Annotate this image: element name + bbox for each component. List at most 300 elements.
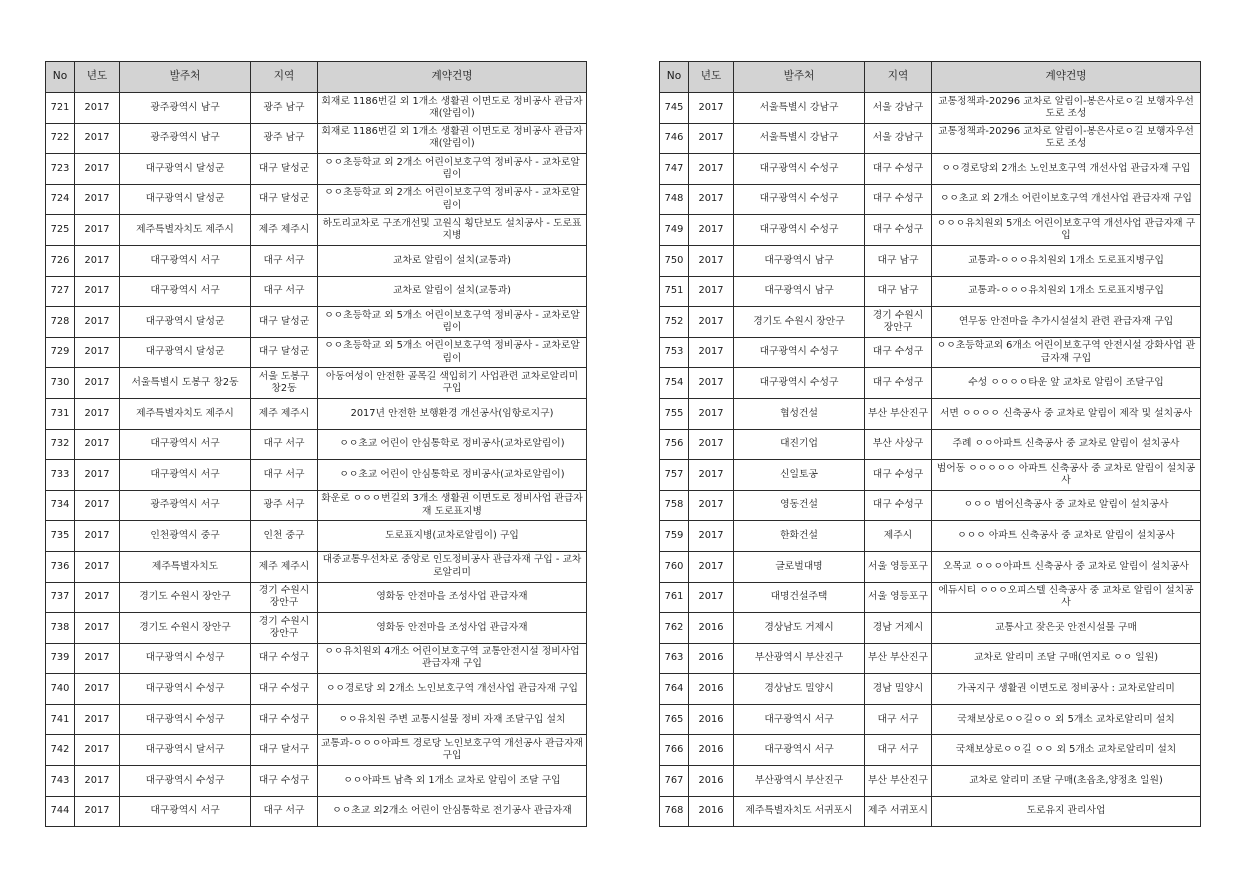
cell-region: 대구 수성구	[865, 184, 932, 215]
table-row	[660, 521, 1201, 552]
cell-contract-name: 서면 ㅇㅇㅇㅇ 신축공사 중 교차로 알림이 제작 및 설치공사	[932, 398, 1201, 429]
cell-no: 768	[660, 796, 689, 827]
cell-contract-name: 교통과-ㅇㅇㅇ유치원외 1개소 도로표지병구입	[932, 245, 1201, 276]
table-row	[46, 93, 587, 124]
cell-year: 2017	[75, 766, 120, 797]
table-row	[46, 582, 587, 613]
cell-region: 부산 부산진구	[865, 398, 932, 429]
cell-region: 대구 달성군	[251, 184, 318, 215]
cell-no: 721	[46, 93, 75, 124]
cell-client: 부산광역시 부산진구	[734, 643, 865, 674]
cell-region: 광주 남구	[251, 93, 318, 124]
cell-region: 대구 서구	[251, 460, 318, 491]
cell-contract-name: ㅇㅇㅇ 아파트 신축공사 중 교차로 알림이 설치공사	[932, 521, 1201, 552]
cell-no: 756	[660, 429, 689, 460]
cell-client: 대구광역시 달서구	[120, 735, 251, 766]
table-row	[660, 551, 1201, 582]
cell-client: 제주특별자치도 서귀포시	[734, 796, 865, 827]
cell-no: 761	[660, 582, 689, 613]
cell-contract-name: 주례 ㅇㅇ아파트 신축공사 중 교차로 알림이 설치공사	[932, 429, 1201, 460]
table-row	[46, 766, 587, 797]
cell-no: 745	[660, 93, 689, 124]
cell-no: 736	[46, 551, 75, 582]
cell-contract-name: 교차로 알리미 조달 구매(연지로 ㅇㅇ 일원)	[932, 643, 1201, 674]
cell-contract-name: 범어동 ㅇㅇㅇㅇㅇ 아파트 신축공사 중 교차로 알림이 설치공사	[932, 460, 1201, 491]
cell-no: 738	[46, 613, 75, 644]
cell-region: 경기 수원시 장안구	[865, 307, 932, 338]
cell-year: 2017	[689, 490, 734, 521]
cell-client: 신일토공	[734, 460, 865, 491]
cell-no: 750	[660, 245, 689, 276]
cell-year: 2017	[689, 429, 734, 460]
cell-no: 748	[660, 184, 689, 215]
cell-contract-name: ㅇㅇㅇ유치원외 5개소 어린이보호구역 개선사업 관급자재 구입	[932, 215, 1201, 246]
table-row	[46, 796, 587, 827]
cell-contract-name: ㅇㅇ초교 외2개소 어린이 안심통학로 전기공사 관급자재	[318, 796, 587, 827]
header-client: 발주처	[734, 62, 865, 93]
cell-year: 2017	[75, 796, 120, 827]
table-row	[660, 245, 1201, 276]
cell-year: 2017	[75, 674, 120, 705]
cell-no: 755	[660, 398, 689, 429]
cell-region: 부산 부산진구	[865, 643, 932, 674]
cell-no: 765	[660, 704, 689, 735]
cell-region: 광주 남구	[251, 123, 318, 154]
cell-year: 2017	[689, 184, 734, 215]
table-row	[660, 460, 1201, 491]
cell-region: 부산 사상구	[865, 429, 932, 460]
cell-region: 서울 강남구	[865, 93, 932, 124]
cell-no: 743	[46, 766, 75, 797]
cell-client: 대구광역시 달성군	[120, 184, 251, 215]
cell-year: 2017	[689, 93, 734, 124]
table-row	[46, 368, 587, 399]
cell-contract-name: 2017년 안전한 보행환경 개선공사(임항로지구)	[318, 398, 587, 429]
cell-client: 대명건설주택	[734, 582, 865, 613]
cell-contract-name: ㅇㅇ초등학교 외 5개소 어린이보호구역 정비공사 - 교차로알림이	[318, 337, 587, 368]
cell-year: 2017	[689, 521, 734, 552]
cell-contract-name: 교차로 알림이 설치(교통과)	[318, 245, 587, 276]
table-row	[660, 93, 1201, 124]
cell-year: 2017	[75, 521, 120, 552]
cell-no: 741	[46, 704, 75, 735]
cell-no: 753	[660, 337, 689, 368]
table-row	[660, 307, 1201, 338]
cell-contract-name: 아동여성이 안전한 골목길 색입히기 사업관련 교차로알리미 구입	[318, 368, 587, 399]
cell-contract-name: 도로표지병(교차로알림이) 구입	[318, 521, 587, 552]
cell-year: 2017	[75, 154, 120, 185]
table-row	[660, 704, 1201, 735]
cell-contract-name: 오목교 ㅇㅇㅇ아파트 신축공사 중 교차로 알림이 설치공사	[932, 551, 1201, 582]
cell-client: 대구광역시 서구	[120, 460, 251, 491]
cell-region: 제주 제주시	[251, 215, 318, 246]
cell-year: 2017	[75, 429, 120, 460]
cell-region: 대구 수성구	[251, 674, 318, 705]
cell-year: 2017	[75, 368, 120, 399]
cell-contract-name: 영화동 안전마을 조성사업 관급자재	[318, 613, 587, 644]
cell-contract-name: ㅇㅇ초등학교 외 2개소 어린이보호구역 정비공사 - 교차로알림이	[318, 184, 587, 215]
cell-year: 2017	[689, 582, 734, 613]
cell-contract-name: 교차로 알림이 설치(교통과)	[318, 276, 587, 307]
cell-client: 대구광역시 서구	[734, 735, 865, 766]
cell-no: 729	[46, 337, 75, 368]
cell-year: 2017	[689, 398, 734, 429]
cell-client: 대구광역시 서구	[734, 704, 865, 735]
cell-year: 2017	[75, 398, 120, 429]
header-contract-name: 계약건명	[318, 62, 587, 93]
table-row	[46, 184, 587, 215]
cell-no: 760	[660, 551, 689, 582]
table-row	[660, 735, 1201, 766]
table-row	[46, 704, 587, 735]
cell-region: 대구 수성구	[865, 460, 932, 491]
cell-client: 광주광역시 남구	[120, 123, 251, 154]
contract-table-right	[659, 61, 1201, 827]
table-header-row	[46, 62, 587, 93]
cell-contract-name: ㅇㅇㅇ 범어신축공사 중 교차로 알림이 설치공사	[932, 490, 1201, 521]
cell-contract-name: 대중교통우선차로 중앙로 인도정비공사 관급자재 구입 - 교차로알리미	[318, 551, 587, 582]
cell-no: 757	[660, 460, 689, 491]
cell-region: 대구 수성구	[251, 766, 318, 797]
cell-year: 2017	[689, 337, 734, 368]
cell-no: 746	[660, 123, 689, 154]
cell-client: 광주광역시 남구	[120, 93, 251, 124]
cell-region: 서울 영등포구	[865, 551, 932, 582]
cell-contract-name: 가곡지구 생활권 이면도로 정비공사 : 교차로알리미	[932, 674, 1201, 705]
cell-region: 인천 중구	[251, 521, 318, 552]
cell-client: 대구광역시 서구	[120, 276, 251, 307]
cell-client: 대구광역시 수성구	[120, 766, 251, 797]
cell-region: 광주 서구	[251, 490, 318, 521]
table-row	[46, 460, 587, 491]
table-row	[46, 490, 587, 521]
cell-year: 2016	[689, 766, 734, 797]
cell-year: 2016	[689, 613, 734, 644]
cell-contract-name: ㅇㅇ초등학교외 6개소 어린이보호구역 안전시설 강화사업 관급자재 구입	[932, 337, 1201, 368]
cell-client: 인천광역시 중구	[120, 521, 251, 552]
cell-client: 제주특별자치도 제주시	[120, 398, 251, 429]
cell-no: 737	[46, 582, 75, 613]
cell-region: 대구 수성구	[251, 704, 318, 735]
cell-client: 서울특별시 강남구	[734, 123, 865, 154]
cell-year: 2017	[75, 276, 120, 307]
table-row	[660, 123, 1201, 154]
cell-client: 대진기업	[734, 429, 865, 460]
cell-client: 대구광역시 달성군	[120, 307, 251, 338]
table-row	[46, 735, 587, 766]
table-row	[660, 276, 1201, 307]
table-row	[660, 613, 1201, 644]
cell-contract-name: ㅇㅇ경로당 외 2개소 노인보호구역 개선사업 관급자재 구입	[318, 674, 587, 705]
header-client: 발주처	[120, 62, 251, 93]
cell-no: 722	[46, 123, 75, 154]
cell-no: 744	[46, 796, 75, 827]
table-row	[660, 429, 1201, 460]
cell-year: 2017	[75, 123, 120, 154]
cell-region: 대구 서구	[251, 276, 318, 307]
cell-no: 726	[46, 245, 75, 276]
table-body-right	[660, 93, 1201, 827]
cell-client: 대구광역시 서구	[120, 245, 251, 276]
cell-year: 2017	[75, 307, 120, 338]
cell-client: 경상남도 거제시	[734, 613, 865, 644]
cell-region: 대구 달성군	[251, 307, 318, 338]
table-row	[660, 766, 1201, 797]
cell-client: 제주특별자치도 제주시	[120, 215, 251, 246]
cell-no: 759	[660, 521, 689, 552]
cell-region: 경기 수원시 장안구	[251, 582, 318, 613]
cell-no: 764	[660, 674, 689, 705]
cell-region: 대구 달서구	[251, 735, 318, 766]
cell-year: 2017	[689, 276, 734, 307]
cell-contract-name: 국채보상로ㅇㅇ길ㅇㅇ 외 5개소 교차로알리미 설치	[932, 704, 1201, 735]
cell-year: 2017	[689, 368, 734, 399]
cell-year: 2017	[689, 123, 734, 154]
cell-year: 2017	[75, 93, 120, 124]
cell-client: 대구광역시 서구	[120, 796, 251, 827]
cell-client: 대구광역시 수성구	[734, 154, 865, 185]
cell-year: 2017	[75, 245, 120, 276]
cell-year: 2017	[75, 735, 120, 766]
cell-client: 대구광역시 수성구	[120, 674, 251, 705]
table-row	[46, 613, 587, 644]
table-row	[46, 245, 587, 276]
cell-client: 부산광역시 부산진구	[734, 766, 865, 797]
cell-no: 767	[660, 766, 689, 797]
cell-region: 서울 도봉구 창2동	[251, 368, 318, 399]
cell-no: 724	[46, 184, 75, 215]
cell-year: 2017	[75, 551, 120, 582]
cell-contract-name: ㅇㅇ경로당외 2개소 노인보호구역 개선사업 관급자재 구입	[932, 154, 1201, 185]
cell-contract-name: 국채보상로ㅇㅇ길 ㅇㅇ 외 5개소 교차로알리미 설치	[932, 735, 1201, 766]
cell-year: 2017	[75, 613, 120, 644]
table-row	[46, 521, 587, 552]
cell-client: 대구광역시 남구	[734, 245, 865, 276]
table-row	[46, 643, 587, 674]
cell-no: 754	[660, 368, 689, 399]
cell-contract-name: ㅇㅇ초등학교 외 2개소 어린이보호구역 정비공사 - 교차로알림이	[318, 154, 587, 185]
cell-contract-name: 교통사고 잦은곳 안전시설물 구매	[932, 613, 1201, 644]
cell-region: 경기 수원시 장안구	[251, 613, 318, 644]
cell-region: 대구 서구	[865, 735, 932, 766]
cell-region: 제주 제주시	[251, 551, 318, 582]
cell-region: 대구 남구	[865, 276, 932, 307]
cell-region: 대구 수성구	[865, 215, 932, 246]
cell-year: 2017	[689, 460, 734, 491]
table-row	[46, 154, 587, 185]
cell-region: 서울 영등포구	[865, 582, 932, 613]
cell-contract-name: 도로유지 관리사업	[932, 796, 1201, 827]
table-row	[46, 674, 587, 705]
table-row	[46, 276, 587, 307]
table-body-left	[46, 93, 587, 827]
cell-client: 대구광역시 수성구	[734, 368, 865, 399]
cell-client: 경기도 수원시 장안구	[120, 613, 251, 644]
cell-no: 732	[46, 429, 75, 460]
cell-contract-name: 교차로 알리미 조달 구매(초읍초,양정초 일원)	[932, 766, 1201, 797]
cell-year: 2017	[75, 184, 120, 215]
cell-region: 대구 수성구	[865, 368, 932, 399]
cell-no: 734	[46, 490, 75, 521]
cell-client: 영동건설	[734, 490, 865, 521]
cell-contract-name: 연무동 안전마을 추가시설설치 관련 관급자재 구입	[932, 307, 1201, 338]
cell-region: 부산 부산진구	[865, 766, 932, 797]
cell-client: 경기도 수원시 장안구	[734, 307, 865, 338]
cell-year: 2017	[75, 460, 120, 491]
cell-year: 2017	[689, 154, 734, 185]
table-row	[660, 582, 1201, 613]
table-row	[46, 307, 587, 338]
table-row	[46, 123, 587, 154]
table-row	[660, 337, 1201, 368]
cell-year: 2017	[75, 490, 120, 521]
header-year: 년도	[75, 62, 120, 93]
table-row	[660, 398, 1201, 429]
table-row	[660, 796, 1201, 827]
table-row	[46, 429, 587, 460]
cell-no: 752	[660, 307, 689, 338]
table-row	[660, 154, 1201, 185]
cell-year: 2016	[689, 735, 734, 766]
cell-region: 경남 밀양시	[865, 674, 932, 705]
cell-no: 747	[660, 154, 689, 185]
cell-year: 2017	[689, 245, 734, 276]
cell-client: 대구광역시 수성구	[120, 704, 251, 735]
cell-no: 731	[46, 398, 75, 429]
cell-client: 서울특별시 강남구	[734, 93, 865, 124]
cell-client: 대구광역시 남구	[734, 276, 865, 307]
cell-client: 대구광역시 수성구	[120, 643, 251, 674]
cell-client: 한화건설	[734, 521, 865, 552]
cell-no: 727	[46, 276, 75, 307]
cell-contract-name: 에듀시티 ㅇㅇㅇ오피스텔 신축공사 중 교차로 알림이 설치공사	[932, 582, 1201, 613]
cell-region: 대구 서구	[865, 704, 932, 735]
cell-contract-name: ㅇㅇ초교 외 2개소 어린이보호구역 개선사업 관급자재 구입	[932, 184, 1201, 215]
cell-contract-name: ㅇㅇ초교 어린이 안심통학로 정비공사(교차로알림이)	[318, 429, 587, 460]
cell-client: 대구광역시 달성군	[120, 337, 251, 368]
cell-client: 대구광역시 수성구	[734, 337, 865, 368]
cell-region: 대구 서구	[251, 429, 318, 460]
cell-year: 2017	[75, 643, 120, 674]
cell-year: 2017	[689, 307, 734, 338]
cell-region: 대구 남구	[865, 245, 932, 276]
cell-contract-name: ㅇㅇ초교 어린이 안심통학로 정비공사(교차로알림이)	[318, 460, 587, 491]
table-header-row	[660, 62, 1201, 93]
cell-no: 758	[660, 490, 689, 521]
cell-year: 2016	[689, 796, 734, 827]
cell-no: 742	[46, 735, 75, 766]
cell-region: 대구 수성구	[865, 154, 932, 185]
cell-contract-name: ㅇㅇ유치원외 4개소 어린이보호구역 교통안전시설 정비사업 관급자재 구입	[318, 643, 587, 674]
cell-region: 제주 서귀포시	[865, 796, 932, 827]
cell-client: 경기도 수원시 장안구	[120, 582, 251, 613]
header-no: No	[46, 62, 75, 93]
cell-no: 728	[46, 307, 75, 338]
cell-year: 2017	[689, 215, 734, 246]
cell-no: 766	[660, 735, 689, 766]
table-row	[660, 490, 1201, 521]
cell-region: 대구 서구	[251, 796, 318, 827]
cell-year: 2017	[75, 215, 120, 246]
cell-no: 739	[46, 643, 75, 674]
cell-year: 2017	[75, 704, 120, 735]
cell-contract-name: 화운로 ㅇㅇㅇ번길외 3개소 생활권 이면도로 정비사업 관급자재 도로표지병	[318, 490, 587, 521]
cell-no: 730	[46, 368, 75, 399]
cell-contract-name: 영화동 안전마을 조성사업 관급자재	[318, 582, 587, 613]
cell-region: 대구 달성군	[251, 154, 318, 185]
table-row	[46, 551, 587, 582]
cell-contract-name: ㅇㅇ아파트 남측 외 1개소 교차로 알림이 조달 구입	[318, 766, 587, 797]
table-row	[46, 337, 587, 368]
contract-table-left	[45, 61, 587, 827]
cell-no: 751	[660, 276, 689, 307]
table-row	[660, 674, 1201, 705]
cell-no: 762	[660, 613, 689, 644]
cell-region: 대구 수성구	[865, 490, 932, 521]
cell-year: 2016	[689, 643, 734, 674]
table-row	[660, 184, 1201, 215]
cell-year: 2017	[75, 582, 120, 613]
cell-no: 725	[46, 215, 75, 246]
cell-region: 대구 달성군	[251, 337, 318, 368]
table-row	[46, 215, 587, 246]
cell-client: 협성건설	[734, 398, 865, 429]
header-year: 년도	[689, 62, 734, 93]
cell-no: 749	[660, 215, 689, 246]
cell-no: 723	[46, 154, 75, 185]
cell-client: 경상남도 밀양시	[734, 674, 865, 705]
cell-region: 제주시	[865, 521, 932, 552]
cell-client: 대구광역시 달성군	[120, 154, 251, 185]
cell-client: 글로벌대명	[734, 551, 865, 582]
cell-no: 763	[660, 643, 689, 674]
cell-region: 대구 서구	[251, 245, 318, 276]
cell-contract-name: 회재로 1186번길 외 1개소 생활권 이면도로 정비공사 관급자재(알림이)	[318, 93, 587, 124]
cell-contract-name: 교통과-ㅇㅇㅇ아파트 경로당 노인보호구역 개선공사 관급자재 구입	[318, 735, 587, 766]
cell-contract-name: ㅇㅇ유치원 주변 교통시설물 정비 자재 조달구입 설치	[318, 704, 587, 735]
cell-client: 서울특별시 도봉구 창2동	[120, 368, 251, 399]
header-contract-name: 계약건명	[932, 62, 1201, 93]
cell-contract-name: ㅇㅇ초등학교 외 5개소 어린이보호구역 정비공사 - 교차로알림이	[318, 307, 587, 338]
cell-region: 서울 강남구	[865, 123, 932, 154]
cell-contract-name: 수성 ㅇㅇㅇㅇ타운 앞 교차로 알림이 조달구입	[932, 368, 1201, 399]
cell-contract-name: 교통과-ㅇㅇㅇ유치원외 1개소 도로표지병구입	[932, 276, 1201, 307]
cell-client: 제주특별자치도	[120, 551, 251, 582]
cell-year: 2017	[75, 337, 120, 368]
header-region: 지역	[251, 62, 318, 93]
cell-region: 경남 거제시	[865, 613, 932, 644]
cell-client: 광주광역시 서구	[120, 490, 251, 521]
table-row	[660, 368, 1201, 399]
cell-year: 2017	[689, 551, 734, 582]
header-region: 지역	[865, 62, 932, 93]
table-row	[660, 643, 1201, 674]
cell-client: 대구광역시 서구	[120, 429, 251, 460]
cell-no: 735	[46, 521, 75, 552]
cell-contract-name: 교통정책과-20296 교차로 알림이-봉은사로ㅇ길 보행자우선도로 조성	[932, 93, 1201, 124]
cell-region: 대구 수성구	[865, 337, 932, 368]
table-row	[660, 215, 1201, 246]
cell-region: 대구 수성구	[251, 643, 318, 674]
header-no: No	[660, 62, 689, 93]
cell-year: 2016	[689, 674, 734, 705]
cell-client: 대구광역시 수성구	[734, 184, 865, 215]
table-row	[46, 398, 587, 429]
cell-contract-name: 교통정책과-20296 교차로 알림이-봉은사로ㅇ길 보행자우선도로 조성	[932, 123, 1201, 154]
cell-year: 2016	[689, 704, 734, 735]
cell-client: 대구광역시 수성구	[734, 215, 865, 246]
cell-no: 740	[46, 674, 75, 705]
